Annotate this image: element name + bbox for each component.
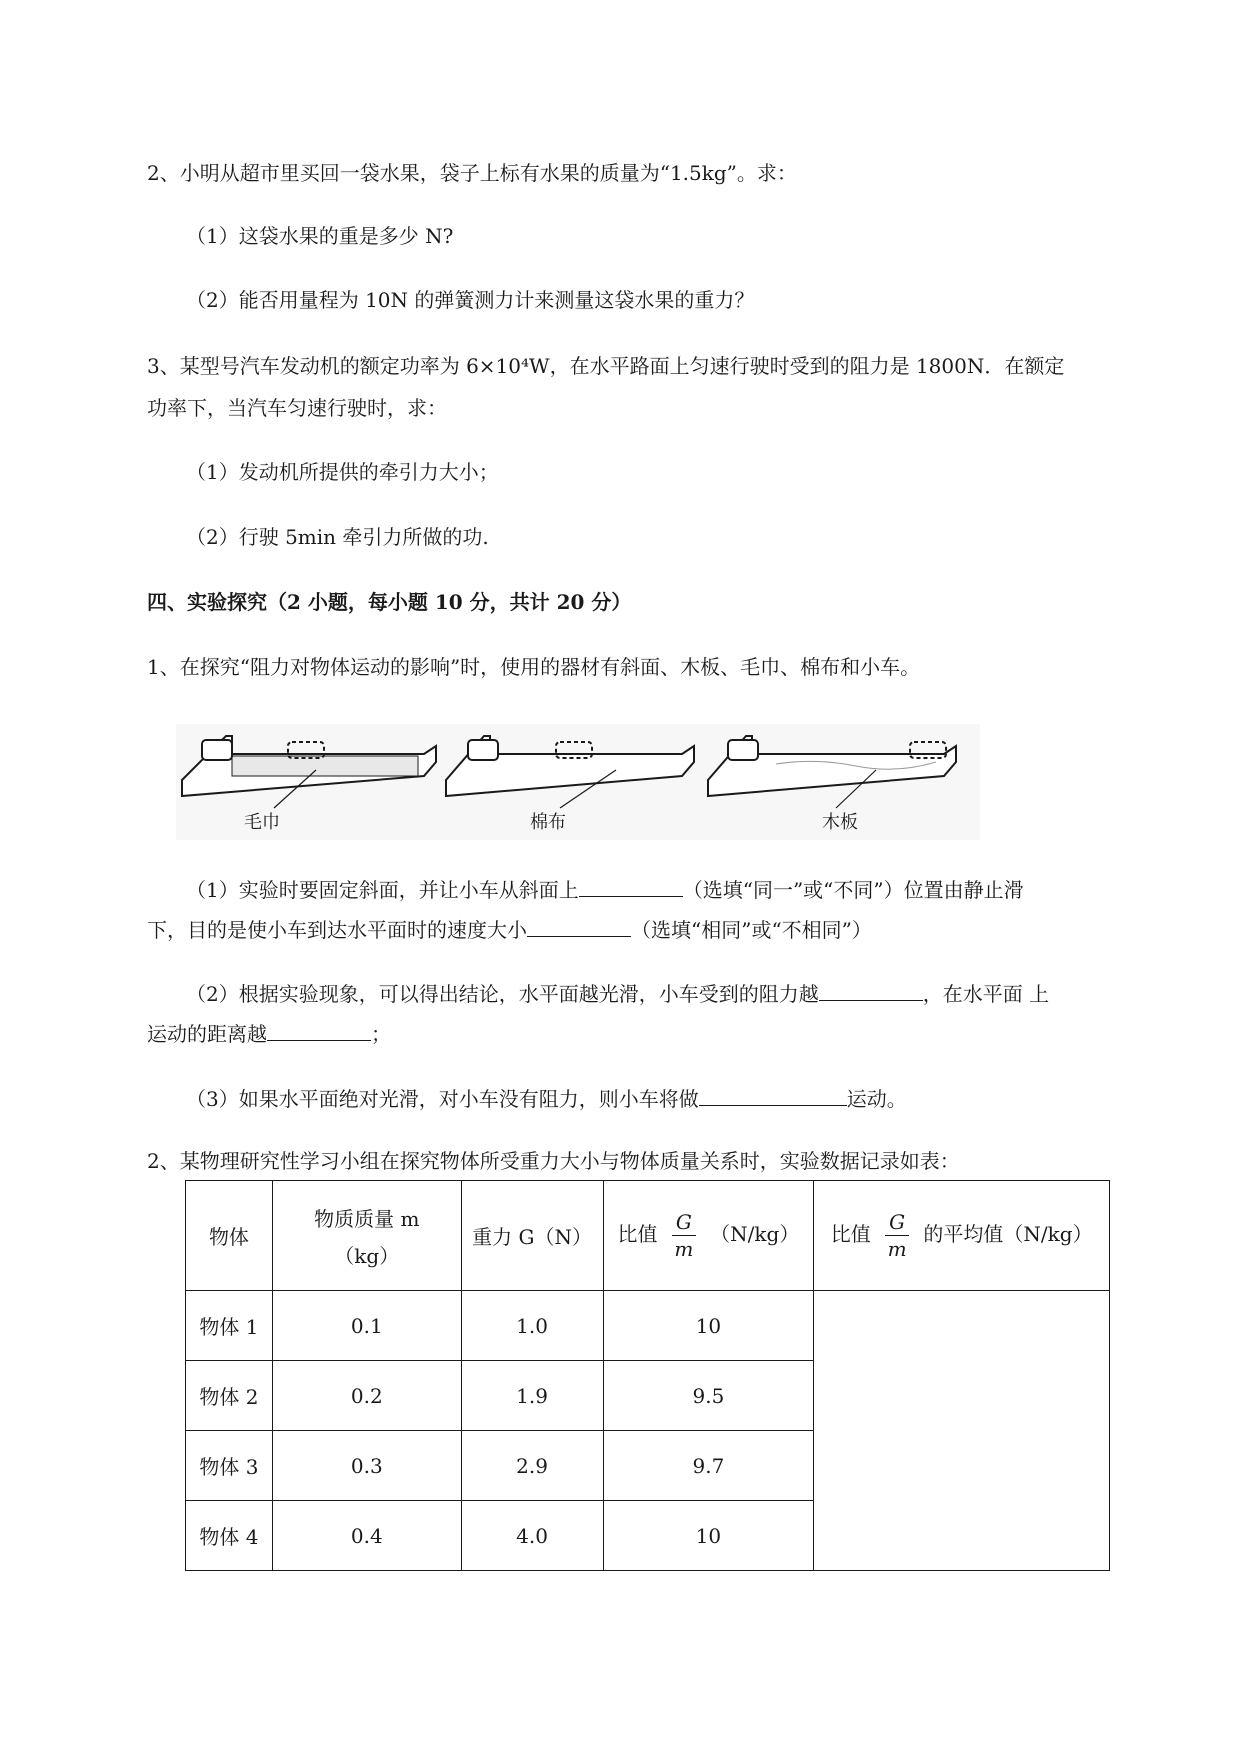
cell-ratio: 10 [603,1501,814,1571]
exp1-p2-text-c: 运动的距离越 [147,1022,267,1046]
blank-2[interactable] [527,916,631,937]
exp1-p3 [186,1085,907,1112]
header-mass [272,1181,461,1291]
cell-ratio: 9.7 [603,1431,814,1501]
blank-5[interactable] [699,1085,847,1106]
blank-3[interactable] [819,980,923,1001]
exp1-p1-text-d: （选填“相同”或“不相同”） [631,918,872,942]
exp2-stem: 2、某物理研究性学习小组在探究物体所受重力大小与物体质量关系时，实验数据记录如表： [147,1149,960,1173]
fraction-g-over-m-avg [885,1209,909,1262]
header-gravity: 重力 G（N） [461,1181,603,1291]
cell-ratio: 10 [603,1291,814,1361]
cell-ratio: 9.5 [603,1361,814,1431]
exp1-stem: 1、在探究“阻力对物体运动的影响”时，使用的器材有斜面、木板、毛巾、棉布和小车。 [147,655,921,679]
exp1-p2-text-d: ； [371,1022,391,1046]
frac-num: G [672,1209,696,1236]
header-object: 物体 [186,1181,273,1291]
frac-den-avg: m [887,1237,907,1261]
cell-average-empty[interactable] [814,1291,1110,1571]
header-ratio [603,1181,814,1291]
header-mass-line2: （kg） [334,1243,400,1268]
q3-stem-line1: 3、某型号汽车发动机的额定功率为 6×10⁴W，在水平路面上匀速行驶时受到的阻力是 1800N．在额定 [147,354,1065,378]
q3-sub2: （2）行驶 5min 牵引力所做的功. [186,525,489,549]
figure-label-cotton: 棉布 [530,812,566,832]
header-ratio-suffix: （N/kg） [710,1222,800,1246]
q2-stem: 2、小明从超市里买回一袋水果，袋子上标有水果的质量为“1.5kg”。求： [147,161,797,185]
figure-label-towel: 毛巾 [244,812,280,832]
cell-gravity: 1.0 [461,1291,603,1361]
cell-name: 物体 3 [186,1431,273,1501]
exp1-p2-text-a: （2）根据实验现象，可以得出结论，水平面越光滑，小车受到的阻力越 [186,982,819,1006]
header-average [814,1181,1110,1291]
header-avg-prefix: 比值 [830,1222,871,1246]
q3-sub1: （1）发动机所提供的牵引力大小； [186,460,499,484]
cell-name: 物体 2 [186,1361,273,1431]
cell-mass: 0.4 [272,1501,461,1571]
cell-mass: 0.3 [272,1431,461,1501]
cell-gravity: 4.0 [461,1501,603,1571]
frac-den: m [674,1237,694,1261]
frac-num-avg: G [885,1209,909,1236]
fraction-g-over-m [672,1209,696,1262]
header-avg-suffix: 的平均值（N/kg） [923,1222,1093,1246]
exp1-p3-text-b: 运动。 [846,1087,907,1111]
table-row [186,1291,1110,1361]
figure-label-wood: 木板 [822,812,858,832]
exp1-p1-text-c: 下，目的是使小车到达水平面时的速度大小 [147,918,527,942]
experiment-figure [176,724,980,840]
exp1-p1-line1 [186,876,1024,903]
exp1-p1-text-a: （1）实验时要固定斜面，并让小车从斜面上 [186,878,579,902]
cell-mass: 0.1 [272,1291,461,1361]
q3-stem-line2: 功率下，当汽车匀速行驶时，求： [147,396,447,420]
q2-sub1: （1）这袋水果的重是多少 N? [186,224,454,248]
header-ratio-prefix: 比值 [617,1222,658,1246]
blank-4[interactable] [267,1020,371,1041]
cell-name: 物体 1 [186,1291,273,1361]
exp1-p3-text-a: （3）如果水平面绝对光滑，对小车没有阻力，则小车将做 [186,1087,699,1111]
exp1-p2-text-b: ，在水平面 上 [922,982,1050,1006]
exp1-p1-line2 [147,916,872,943]
header-mass-line1: 物质质量 m [314,1206,420,1231]
cell-gravity: 2.9 [461,1431,603,1501]
exp1-p1-text-b: （选填“同一”或“不同”）位置由静止滑 [682,878,1024,902]
section-title: 四、实验探究（2 小题，每小题 10 分，共计 20 分） [147,590,632,614]
blank-1[interactable] [579,876,683,897]
data-table [185,1180,1110,1571]
q2-sub2: （2）能否用量程为 10N 的弹簧测力计来测量这袋水果的重力？ [186,288,755,312]
table-header-row [186,1181,1110,1291]
exp1-p2-line2 [147,1020,391,1047]
exp1-p2-line1 [186,980,1049,1007]
cell-name: 物体 4 [186,1501,273,1571]
cell-mass: 0.2 [272,1361,461,1431]
cell-gravity: 1.9 [461,1361,603,1431]
